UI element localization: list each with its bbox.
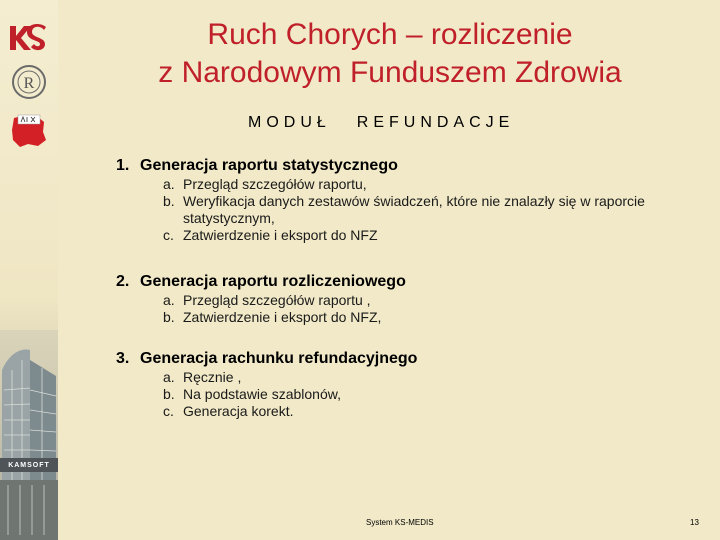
list-item (116, 386, 676, 403)
section-title: Generacja raportu rozliczeniowego (140, 273, 406, 290)
title-line-2: z Narodowym Funduszem Zdrowia (158, 56, 622, 89)
item-text: Generacja korekt. (183, 403, 294, 419)
item-text: Przegląd szczegółów raportu, (183, 176, 367, 192)
list-item (116, 176, 676, 193)
item-letter: a. (163, 292, 175, 308)
subtitle-word-2: REFUNDACJE (356, 114, 515, 131)
subtitle-word-1: MODUŁ (248, 114, 331, 131)
list-item (116, 403, 676, 420)
section-heading (116, 156, 676, 176)
poland-map-icon (8, 112, 50, 150)
section-heading (116, 272, 676, 292)
list-item (116, 309, 676, 326)
item-list (116, 176, 676, 244)
item-text: Zatwierdzenie i eksport do NFZ (183, 227, 378, 243)
item-text: Weryfikacja danych zestawów świadczeń, które nie znalazły się w raporcie statystycznym, (183, 193, 645, 226)
page-number: 13 (690, 518, 699, 527)
list-item (116, 227, 676, 244)
section-1 (116, 156, 676, 244)
section-2 (116, 272, 676, 326)
item-letter: b. (163, 193, 175, 209)
section-3 (116, 349, 676, 420)
list-item (116, 292, 676, 309)
section-title: Generacja rachunku refundacyjnego (140, 350, 418, 367)
svg-text:R: R (23, 75, 35, 92)
footer-system-name: System KS-MEDIS (366, 518, 434, 527)
item-letter: a. (163, 176, 175, 192)
item-text: Ręcznie , (183, 369, 242, 385)
slide-title (90, 16, 690, 92)
item-letter: c. (163, 227, 174, 243)
item-list (116, 369, 676, 420)
ks-logo-icon (8, 22, 48, 54)
office-building-photo (0, 330, 58, 540)
item-letter: a. (163, 369, 175, 385)
section-title: Generacja raportu statystycznego (140, 157, 398, 174)
item-text: Na podstawie szablonów, (183, 386, 341, 402)
list-item (116, 369, 676, 386)
item-list (116, 292, 676, 326)
slide-subtitle (248, 114, 514, 132)
item-text: Przegląd szczegółów raportu , (183, 292, 371, 308)
sidebar (0, 0, 58, 540)
item-letter: b. (163, 386, 175, 402)
list-item (116, 193, 676, 227)
item-letter: c. (163, 403, 174, 419)
item-letter: b. (163, 309, 175, 325)
section-number: 3. (116, 350, 130, 367)
item-text: Zatwierdzenie i eksport do NFZ, (183, 309, 382, 325)
section-number: 1. (116, 157, 130, 174)
brand-label: KAMSOFT (8, 462, 50, 469)
registered-seal-icon (11, 64, 47, 100)
section-heading (116, 349, 676, 369)
section-number: 2. (116, 273, 130, 290)
title-line-1: Ruch Chorych – rozliczenie (207, 18, 573, 51)
